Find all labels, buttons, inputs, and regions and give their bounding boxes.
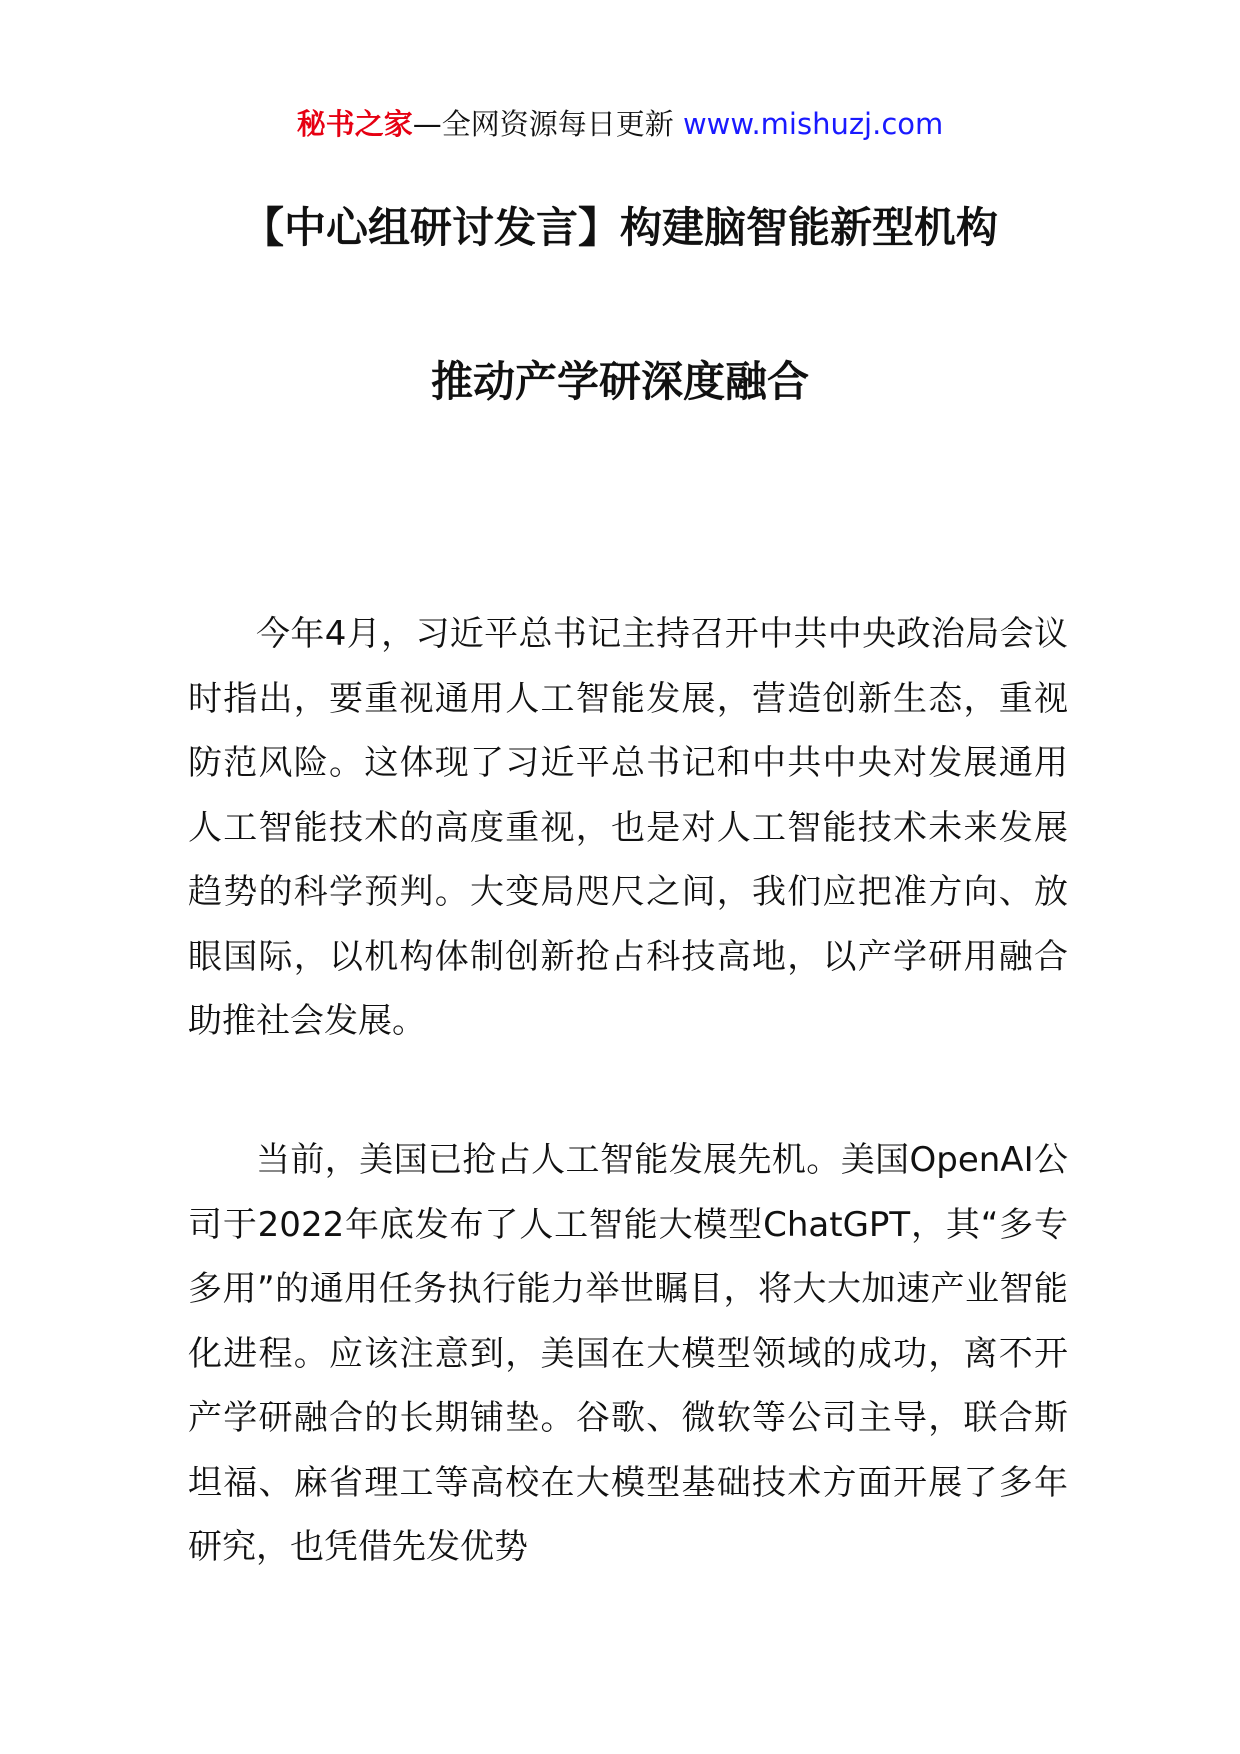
- body-paragraph: 当前，美国已抢占人工智能发展先机。美国OpenAI公司于2022年底发布了人工智能大模型ChatGPT，其“多专多用”的通用任务执行能力举世瞩目，将大大加速产业智能化进程。应该注意到，美国在大模型领域的成功，离不开产学研融合的长期铺垫。谷歌、微软等公司主导，联合斯坦福、麻省理工等高校在大模型基础技术方面开展了多年研究，也凭借先发优势: [188, 1140, 1068, 1567]
- document-title-line1: 【中心组研讨发言】构建脑智能新型机构: [241, 203, 998, 252]
- site-brand: 秘书之家: [296, 107, 413, 141]
- document-title-line2: 推动产学研深度融合: [430, 357, 809, 406]
- site-slogan: —全网资源每日更新: [412, 107, 683, 141]
- body-paragraph: 今年4月，习近平总书记主持召开中共中央政治局会议时指出，要重视通用人工智能发展，营造创新生态，重视防范风险。这体现了习近平总书记和中共中央对发展通用人工智能技术的高度重视，也是对人工智能技术未来发展趋势的科学预判。大变局咫尺之间，我们应把准方向、放眼国际，以机构体制创新抢占科技高地，以产学研用融合助推社会发展。: [188, 614, 1068, 1041]
- site-header: [0, 106, 1240, 142]
- site-url-link[interactable]: www.mishuzj.com: [682, 107, 944, 141]
